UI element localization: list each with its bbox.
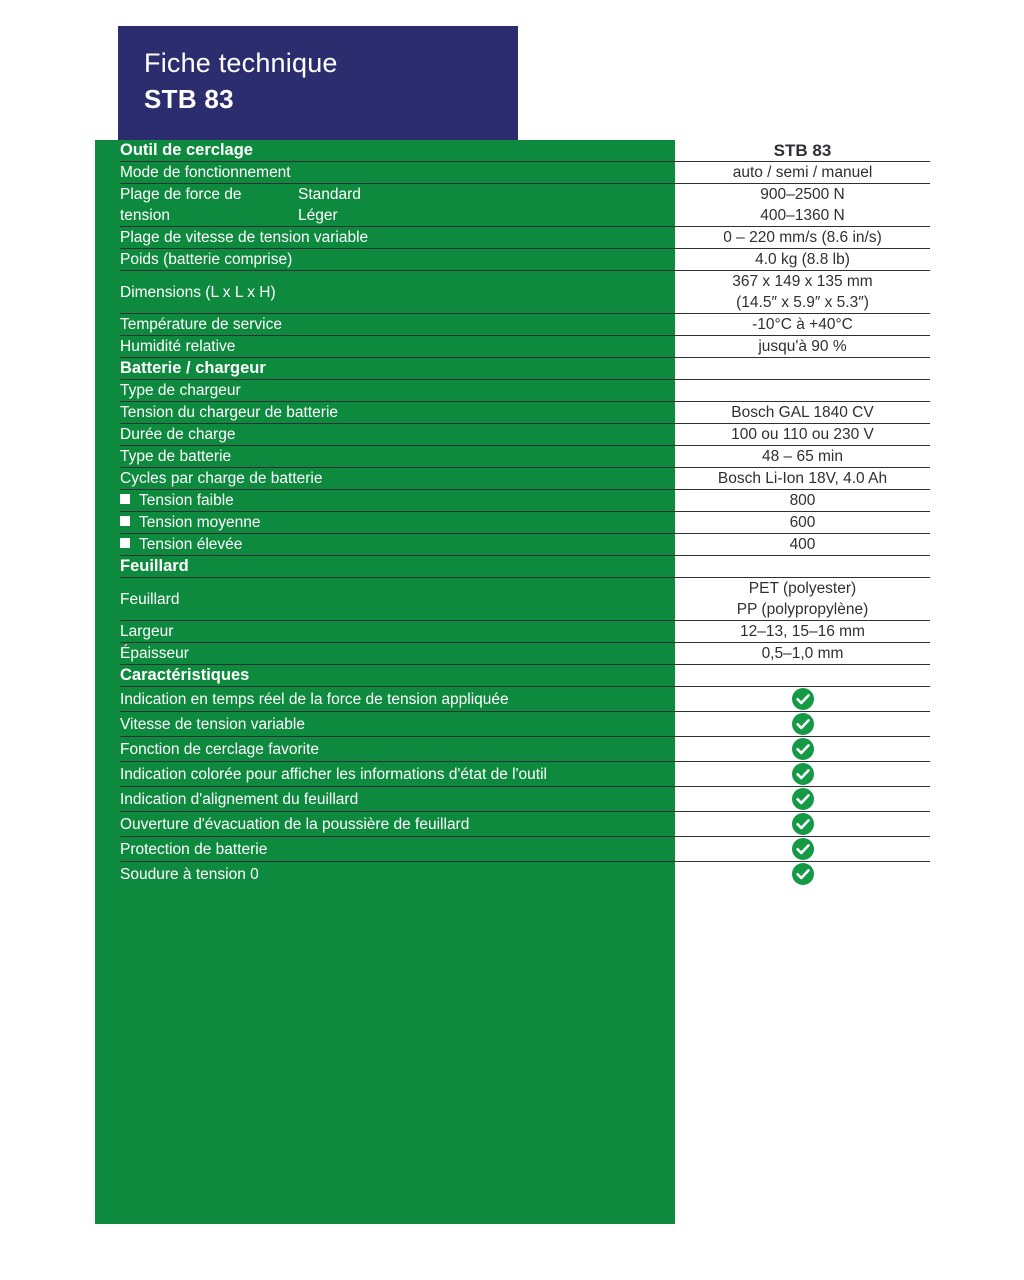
row-value bbox=[675, 184, 930, 227]
row-value: 12–13, 15–16 mm bbox=[675, 621, 930, 643]
check-circle-icon bbox=[791, 687, 815, 711]
table-row bbox=[120, 424, 930, 446]
row-label: Poids (batterie comprise) bbox=[120, 249, 675, 271]
row-label: Dimensions (L x L x H) bbox=[120, 271, 675, 314]
table-row bbox=[120, 512, 930, 534]
row-label: Type de batterie bbox=[120, 446, 675, 468]
row-value bbox=[675, 762, 930, 787]
row-value-line2: 400–1360 N bbox=[760, 207, 845, 224]
table-row bbox=[120, 314, 930, 336]
specification-table bbox=[120, 140, 930, 886]
row-label: Largeur bbox=[120, 621, 675, 643]
row-value bbox=[675, 862, 930, 887]
row-label: Mode de fonctionnement bbox=[120, 162, 675, 184]
table-row bbox=[120, 812, 930, 837]
row-value: Bosch GAL 1840 CV bbox=[675, 402, 930, 424]
column-header-value: STB 83 bbox=[773, 141, 832, 160]
row-label: Soudure à tension 0 bbox=[120, 862, 675, 887]
check-circle-icon bbox=[791, 712, 815, 736]
row-value bbox=[675, 787, 930, 812]
section-title: Feuillard bbox=[120, 556, 675, 578]
row-value: 0,5–1,0 mm bbox=[675, 643, 930, 665]
section-header-value bbox=[675, 556, 930, 578]
check-circle-icon bbox=[791, 787, 815, 811]
table-row bbox=[120, 184, 930, 227]
row-label-line2: tension bbox=[120, 207, 170, 224]
row-label bbox=[120, 534, 675, 556]
section-header-row bbox=[120, 665, 930, 687]
row-label: Vitesse de tension variable bbox=[120, 712, 675, 737]
section-header-value bbox=[675, 358, 930, 380]
row-value bbox=[675, 837, 930, 862]
row-label: Indication en temps réel de la force de tension appliquée bbox=[120, 687, 675, 712]
row-label: Protection de batterie bbox=[120, 837, 675, 862]
table-row bbox=[120, 402, 930, 424]
bullet-square-icon bbox=[120, 494, 130, 504]
table-row bbox=[120, 787, 930, 812]
row-label: Type de chargeur bbox=[120, 380, 675, 402]
table-row bbox=[120, 578, 930, 621]
title-banner bbox=[118, 26, 518, 140]
row-label: Humidité relative bbox=[120, 336, 675, 358]
row-subcolumn bbox=[298, 184, 675, 227]
bullet-square-icon bbox=[120, 516, 130, 526]
row-label bbox=[120, 184, 298, 227]
row-value: Bosch Li-Ion 18V, 4.0 Ah bbox=[675, 468, 930, 490]
table-row bbox=[120, 737, 930, 762]
table-row bbox=[120, 762, 930, 787]
section-title: Batterie / chargeur bbox=[120, 358, 675, 380]
check-circle-icon bbox=[791, 862, 815, 886]
row-value: 100 ou 110 ou 230 V bbox=[675, 424, 930, 446]
table-row bbox=[120, 468, 930, 490]
row-value bbox=[675, 712, 930, 737]
row-value bbox=[675, 812, 930, 837]
row-value: 400 bbox=[675, 534, 930, 556]
row-label: Feuillard bbox=[120, 578, 675, 621]
check-circle-icon bbox=[791, 737, 815, 761]
row-label-text: Tension faible bbox=[139, 492, 234, 509]
section-header-row bbox=[120, 556, 930, 578]
check-circle-icon bbox=[791, 762, 815, 786]
row-value-line1: PET (polyester) bbox=[748, 580, 857, 597]
table-row bbox=[120, 534, 930, 556]
row-value: -10°C à +40°C bbox=[675, 314, 930, 336]
row-value-line2: PP (polypropylène) bbox=[736, 601, 869, 618]
section-header-row bbox=[120, 140, 930, 162]
subcolumn-line1: Standard bbox=[298, 186, 361, 203]
row-label: Cycles par charge de batterie bbox=[120, 468, 675, 490]
table-row bbox=[120, 249, 930, 271]
row-label: Durée de charge bbox=[120, 424, 675, 446]
row-label: Ouverture d'évacuation de la poussière de feuillard bbox=[120, 812, 675, 837]
table-row bbox=[120, 687, 930, 712]
table-row bbox=[120, 643, 930, 665]
table-row bbox=[120, 227, 930, 249]
table-row bbox=[120, 162, 930, 184]
document-kicker: Fiche technique bbox=[144, 48, 338, 78]
row-value-line2: (14.5″ x 5.9″ x 5.3″) bbox=[736, 294, 869, 311]
table-row bbox=[120, 336, 930, 358]
row-label: Indication d'alignement du feuillard bbox=[120, 787, 675, 812]
row-value bbox=[675, 578, 930, 621]
subcolumn-line2: Léger bbox=[298, 207, 338, 224]
table-row bbox=[120, 271, 930, 314]
row-value-line1: 900–2500 N bbox=[760, 186, 845, 203]
row-value: 0 – 220 mm/s (8.6 in/s) bbox=[675, 227, 930, 249]
row-value: 4.0 kg (8.8 lb) bbox=[675, 249, 930, 271]
check-circle-icon bbox=[791, 812, 815, 836]
table-row bbox=[120, 837, 930, 862]
row-label bbox=[120, 490, 675, 512]
row-value bbox=[675, 271, 930, 314]
row-value-line1: 367 x 149 x 135 mm bbox=[732, 273, 873, 290]
table-row bbox=[120, 621, 930, 643]
row-label: Plage de vitesse de tension variable bbox=[120, 227, 675, 249]
product-model-title: STB 83 bbox=[144, 84, 234, 114]
check-circle-icon bbox=[791, 837, 815, 861]
row-value: 48 – 65 min bbox=[675, 446, 930, 468]
row-value: 800 bbox=[675, 490, 930, 512]
table-row bbox=[120, 446, 930, 468]
section-header-value bbox=[675, 665, 930, 687]
table-row bbox=[120, 862, 930, 887]
row-label-text: Tension moyenne bbox=[139, 514, 261, 531]
row-label-line1: Plage de force de bbox=[120, 186, 242, 203]
row-value: jusqu'à 90 % bbox=[675, 336, 930, 358]
table-row bbox=[120, 490, 930, 512]
row-label: Indication colorée pour afficher les informations d'état de l'outil bbox=[120, 762, 675, 787]
bullet-square-icon bbox=[120, 538, 130, 548]
row-value bbox=[675, 687, 930, 712]
section-header-row bbox=[120, 358, 930, 380]
table-row bbox=[120, 712, 930, 737]
row-value bbox=[675, 737, 930, 762]
row-label-text: Tension élevée bbox=[139, 536, 243, 553]
row-label: Fonction de cerclage favorite bbox=[120, 737, 675, 762]
row-value: auto / semi / manuel bbox=[675, 162, 930, 184]
row-label: Tension du chargeur de batterie bbox=[120, 402, 675, 424]
section-title: Caractéristiques bbox=[120, 665, 675, 687]
section-title: Outil de cerclage bbox=[120, 141, 253, 159]
row-label: Température de service bbox=[120, 314, 675, 336]
table-row bbox=[120, 380, 930, 402]
row-label: Épaisseur bbox=[120, 643, 675, 665]
row-value bbox=[675, 380, 930, 402]
row-label bbox=[120, 512, 675, 534]
row-value: 600 bbox=[675, 512, 930, 534]
